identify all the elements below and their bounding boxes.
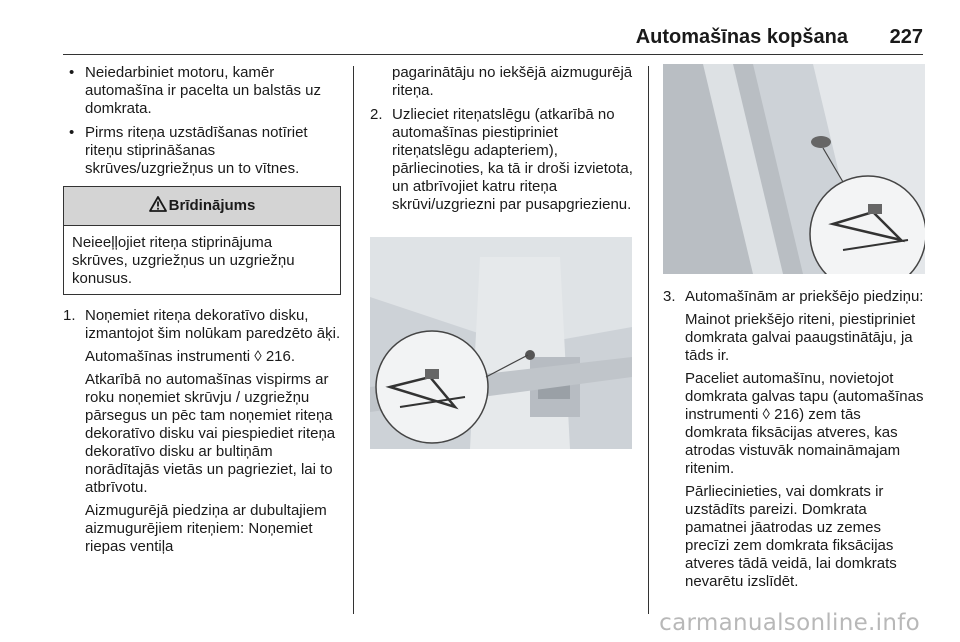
warning-box xyxy=(63,186,341,295)
step-number: 1. xyxy=(63,307,76,324)
page-header-title: Automašīnas kopšana xyxy=(635,26,848,48)
step-item xyxy=(63,307,341,556)
step-subtext: Pārliecinieties, vai domkrats ir uzstādīts pareizi. Domkrata pamatnei jāatrodas uz zemes precīzi zem domkrata fiksācijas atveres tādā veidā, lai domkrats nevarētu izslīdēt. xyxy=(685,483,897,590)
step-number: 3. xyxy=(663,288,676,305)
step-subtext: Automašīnas instrumenti ◊ 216. xyxy=(85,348,296,365)
jack-receptacle-illustration xyxy=(663,64,925,274)
page-number: 227 xyxy=(889,26,923,48)
step-text: Uzlieciet riteņatslēgu (atkarībā no automašīnas piestipriniet riteņatslēgu adapteriem), pārliecinoties, ka tā ir droši izvietota, un atbrīvojiet katru riteņa skrūvi/uzgriezni par pusapgriezienu. xyxy=(392,106,633,213)
jack-receptacle-svg xyxy=(663,64,925,274)
bullet-item: • Pirms riteņa uzstādīšanas notīriet riteņu stiprināšanas skrūves/uzgriežņus un to vītnes. xyxy=(63,124,341,178)
step-item xyxy=(370,106,636,214)
column-1 xyxy=(63,64,341,562)
column-3 xyxy=(663,64,927,597)
step-subtext: Atkarībā no automašīnas vispirms ar roku noņemiet skrūvju / uzgriežņu pārsegus un pēc tam noņemiet riteņa dekoratīvo disku vai piespiediet riteņa dekoratīvo disku ar bultiņām norādītajās vietās un pagrieziet, lai to atbrīvotu. xyxy=(85,371,336,496)
warning-body: Neieeļļojiet riteņa stiprinājuma skrūves, uzgriežņus un uzgriežņu konusus. xyxy=(72,234,295,287)
jack-point-illustration xyxy=(370,237,632,449)
step-number: 2. xyxy=(370,106,383,123)
step-subtext: Mainot priekšējo riteni, piestipriniet domkrata galvai paaugstinātāju, ja tāds ir. xyxy=(685,311,916,364)
step-subtext: Aizmugurējā piedziņa ar dubultajiem aizmugurējiem riteņiem: Noņemiet riepas ventiļa xyxy=(85,502,327,555)
warning-header xyxy=(64,187,340,226)
column-divider-1 xyxy=(353,66,354,614)
warning-title: Brīdinājums xyxy=(168,197,256,214)
watermark: carmanualsonline.info xyxy=(659,610,920,636)
step-text: Noņemiet riteņa dekoratīvo disku, izmantojot šim nolūkam paredzēto āķi. xyxy=(85,307,341,342)
column-divider-2 xyxy=(648,66,649,614)
jack-illustration-svg xyxy=(370,237,632,449)
warning-triangle-icon xyxy=(149,196,167,212)
bullet-item: • Neiedarbiniet motoru, kamēr automašīna ir pacelta un balstās uz domkrata. xyxy=(63,64,341,118)
step-text: Automašīnām ar priekšējo piedziņu: xyxy=(685,288,924,305)
header-rule xyxy=(63,54,923,55)
continued-text: pagarinātāju no iekšējā aizmugurējā riteņa. xyxy=(392,64,633,99)
step-item xyxy=(663,288,927,591)
step-subtext: Paceliet automašīnu, novietojot domkrata galvas tapu (automašīnas instrumenti ◊ 216) zem tās domkrata fiksācijas atveres, kas atrodas vistuvāk nomaināmajam ritenim. xyxy=(685,370,924,477)
column-2 xyxy=(370,64,636,220)
